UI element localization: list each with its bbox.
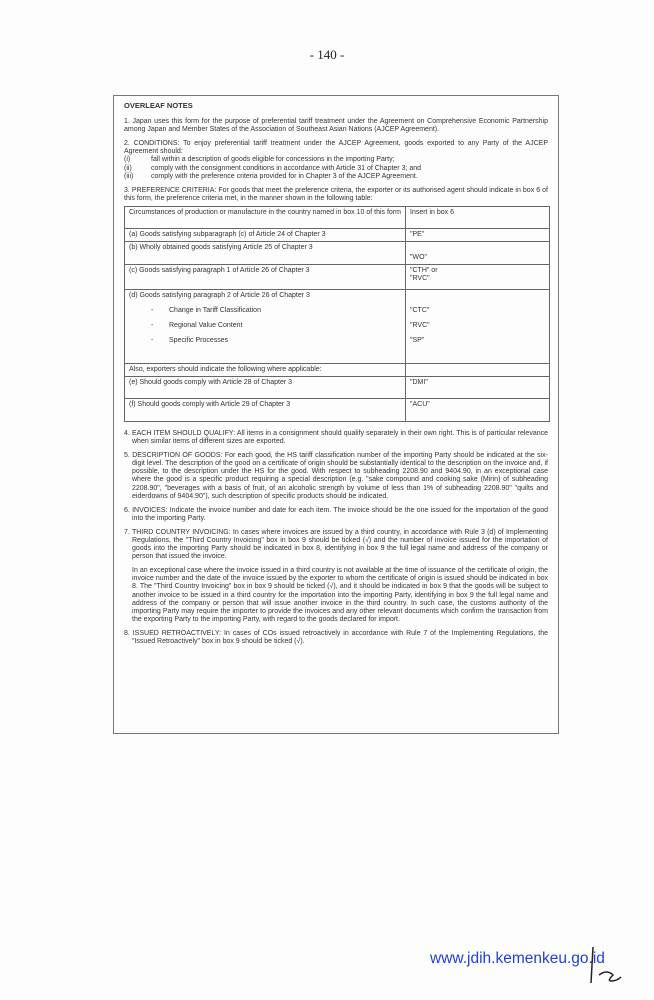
page-number: - 140 - — [309, 47, 345, 62]
note-2: 2. CONDITIONS: To enjoy preferential tariff treatment under the AJCEP Agreement, goods exported to any Party of the AJCEP Agreement should: — [124, 140, 548, 156]
table-row: Also, exporters should indicate the following where applicable: — [125, 363, 550, 376]
condition-item: (i) fall within a description of goods eligible for concessions in the importing Party; — [124, 156, 395, 164]
table-row: (b) Wholly obtained goods satisfying Article 25 of Chapter 3 "WO" — [125, 241, 550, 264]
condition-item: (iii) comply with the preference criteria provided for in Chapter 3 of the AJCEP Agreement. — [124, 172, 418, 180]
note-6: 6. INVOICES: Indicate the invoice number and date for each item. The invoice should be the one issued for the importation of the good into the importing Party. — [124, 506, 548, 522]
signature-mark-icon — [585, 945, 625, 985]
heading: OVERLEAF NOTES — [124, 101, 193, 110]
condition-item: (ii) comply with the consignment conditions in accordance with Article 31 of Chapter 3; and — [124, 164, 422, 172]
preference-criteria-table — [124, 206, 550, 422]
note-5: 5. DESCRIPTION OF GOODS: For each good, the HS tariff classification number of the importing Party should be indicated at the six-digit level. The description of the good on a certificate of origin should be substantially identical to the description on the invoice and, if possible, to the description under the HS for the good. With respect to subheading 2208.90 and 9404.90, in an exceptional case where the good is a specific product requiring a special description (e.g. "sake compound and cooking sake (Mirin) of subheading 2208.90", "beverages with a basis of fruit, of an alcoholic strength by volume of less than 1% of subheading 2208.90" "quilts and eiderdowns of 9404.90"), such description of specific products should be indicated. — [124, 452, 548, 500]
table-row: (a) Goods satisfying subparagraph (c) of Article 24 of Chapter 3 "PE" — [125, 228, 550, 241]
footer-url[interactable]: www.jdih.kemenkeu.go.id — [430, 950, 605, 967]
note-3: 3. PREFERENCE CRITERIA: For goods that meet the preference criteria, the exporter or its authorised agent should indicate in box 6 of this form, the preference criteria met, in the manner shown in the following table: — [124, 186, 548, 202]
table-row: (c) Goods satisfying paragraph 1 of Article 26 of Chapter 3 "CTH" or "RVC" — [125, 264, 550, 289]
table-row: (d) Goods satisfying paragraph 2 of Article 26 of Chapter 3 - Change in Tariff Classification - Regional Value Content - Specific Processes "CTC" "RVC" "SP" — [125, 289, 550, 363]
note-7-continued: In an exceptional case where the invoice issued in a third country is not available at the time of issuance of the certificate of origin, the invoice number and the date of the invoice issued by the exporter to whom the certificate of origin is issued should be indicated in box 8. The "Third Country Invoicing" box in box 9 should be ticked (√), and it should be indicated in box 9 that the goods will be subject to another invoice to be issued in a third country for the importation into the importing Party, identifying in box 9 the full legal name and address of the company or person that will issue another invoice in the third country. In such case, the customs authority of the importing Party may require the importer to provide the invoices and any other relevant documents which confirm the transaction from the exporting Party to the importing Party, with regard to the goods declared for import. — [132, 567, 548, 623]
note-8: 8. ISSUED RETROACTIVELY: In cases of COs issued retroactively in accordance with Rule 7 of the Implementing Regulations, the "Issued Retroactively" box in box 9 should be ticked (√). — [124, 629, 548, 645]
note-4: 4. EACH ITEM SHOULD QUALIFY: All items in a consignment should qualify separately in their own right. This is of particular relevance when similar items of different sizes are exported. — [124, 429, 548, 446]
table-row: (f) Should goods comply with Article 29 of Chapter 3 "ACU" — [125, 398, 550, 421]
table-row: (e) Should goods comply with Article 28 of Chapter 3 "DMI" — [125, 376, 550, 398]
note-7: 7. THIRD COUNTRY INVOICING: In cases where invoices are issued by a third country, in accordance with Rule 3 (d) of Implementing Regulations, the "Third Country Invoicing" box in box 9 should be ticked (√) and the number of invoice issued for the importation of goods into the importing Party should be indicated in box 8, identifying in box 9 the full legal name and address of the company or person that issued the invoice. — [124, 528, 548, 561]
overleaf-notes-box — [113, 95, 559, 734]
note-1: 1. Japan uses this form for the purpose of preferential tariff treatment under the Agreement on Comprehensive Economic Partnership among Japan and Member States of the Association of Southeast Asian Nations (AJCEP Agreement). — [124, 118, 548, 134]
table-header-row: Circumstances of production or manufacture in the country named in box 10 of this form Insert in box 6 — [125, 206, 550, 228]
